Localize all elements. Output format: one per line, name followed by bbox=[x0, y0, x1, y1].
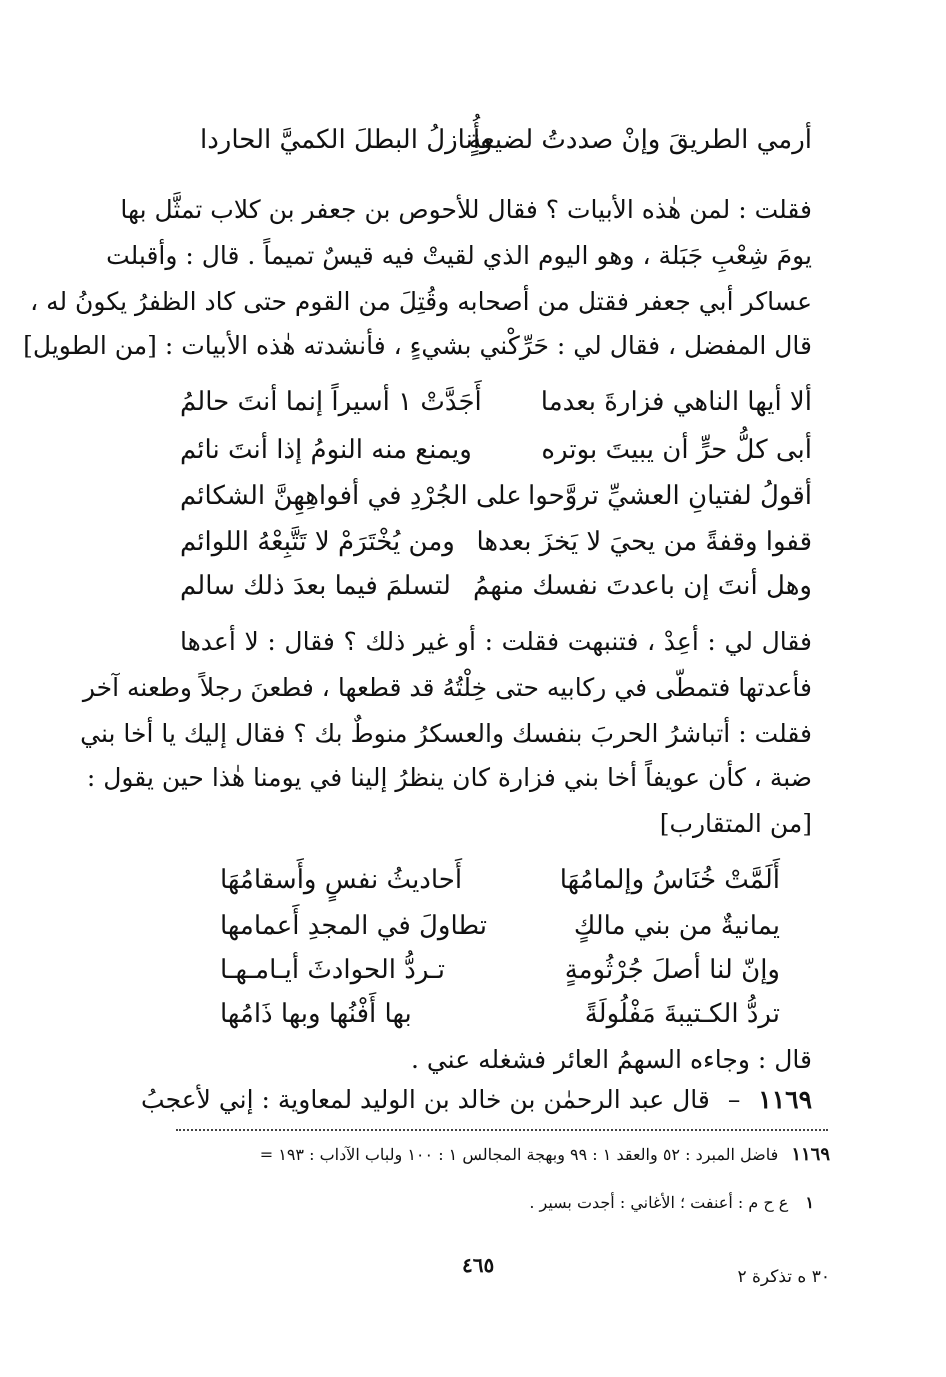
prose-line: يومَ شِعْبِ جَبَلة ، وهو اليوم الذي لقيتْ فيه قيسٌ تميماً . قال : وأقبلت bbox=[106, 241, 812, 270]
hemistich-second: بها أَفْنُها وبها ذَامُها bbox=[220, 999, 412, 1029]
footnote-text: فاضل المبرد : ٥٢ والعقد ١ : ٩٩ وبهجة المجالس ١ : ١٠٠ ولباب الآداب : ١٩٣ = bbox=[259, 1145, 779, 1164]
entry-dash: – bbox=[727, 1085, 741, 1114]
hemistich-first: يمانيةٌ من بني مالكٍ bbox=[573, 911, 780, 941]
hemistich-second: تطاولَ في المجدِ أَعمامها bbox=[220, 911, 487, 941]
meter-label: [من المتقارب] bbox=[659, 809, 812, 838]
hemistich-first: وإنّ لنا أصلَ جُرْثُومةٍ bbox=[564, 955, 780, 985]
hemistich-first: أبى كلُّ حرٍّ أن يبيتَ بوتره bbox=[541, 435, 812, 465]
page-number: ٤٦٥ bbox=[462, 1253, 495, 1277]
hemistich-second: ويمنع منه النومُ إذا أنتَ نائم bbox=[180, 435, 472, 465]
hemistich-first: تردُّ الكـتيبةَ مَفْلُولَةً bbox=[584, 999, 780, 1029]
poem-verse bbox=[180, 522, 812, 572]
footnote-separator bbox=[176, 1129, 828, 1131]
hemistich-first: أرمي الطريقَ وإنْ صددتُ لضيعةٍ bbox=[468, 125, 812, 155]
hemistich-second: لتسلمَ فيما بعدَ ذلك سالم bbox=[180, 571, 451, 601]
prose-line: قال المفضل ، فقال لي : حَرِّكْني بشيءٍ ، فأنشدته هٰذه الأبيات : [من الطويل] bbox=[23, 331, 812, 360]
prose-line: فقال لي : أعِدْ ، فتنبهت فقلت : أو غير ذلك ؟ فقال : لا أعدها bbox=[180, 627, 812, 656]
closing-line: قال : وجاءه السهمُ العائر فشغله عني . bbox=[410, 1045, 812, 1074]
hemistich-second: أَجَدَّتْ ١ أسيراً إنما أنتَ حالمُ bbox=[180, 387, 482, 417]
hemistich-second: على الجُرْدِ في أفواهِهِنَّ الشكائم bbox=[180, 481, 522, 511]
prose-line: فقلت : أتباشرُ الحربَ بنفسك والعسكرُ منوطٌ بك ؟ فقال إليك يا أخا بني bbox=[80, 719, 812, 748]
poem-verse bbox=[180, 382, 812, 432]
poem-verse bbox=[220, 994, 780, 1044]
hemistich-first: قفوا وقفةً من يحيَ لا يَخزَ بعدها bbox=[476, 527, 812, 557]
hemistich-second: تـردُّ الحوادثَ أيـامـهـا bbox=[220, 955, 446, 985]
footnote-source bbox=[180, 1142, 830, 1168]
entry-text: قال عبد الرحمٰن بن خالد بن الوليد لمعاوية : إني لأعجبُ bbox=[141, 1085, 710, 1114]
prose-line: فقلت : لمن هٰذه الأبيات ؟ فقال للأحوص بن جعفر بن كلاب تمثَّل بها bbox=[120, 195, 812, 224]
poem-verse bbox=[180, 476, 812, 526]
hemistich-first: أَلَمَّتْ خُنَاسُ وإلمامُهَا bbox=[559, 865, 780, 895]
hemistich-first: أقولُ لفتيانِ العشيِّ تروَّحوا bbox=[528, 481, 812, 511]
hemistich-second: وأُنازلُ البطلَ الكميَّ الحاردا bbox=[200, 125, 493, 155]
footnote-text: ع ح م : أعنفت ؛ الأغاني : أجدت بسير . bbox=[529, 1193, 789, 1212]
poem-verse bbox=[180, 566, 812, 616]
prose-line: ضبة ، كأن عويفاً أخا بني فزارة كان ينظرُ إلينا في يومنا هٰذا حين يقول : bbox=[86, 763, 812, 792]
entry-number: ١١٦٩ bbox=[758, 1085, 812, 1114]
next-entry bbox=[141, 1080, 812, 1120]
hemistich-second: أَحاديثُ نفسٍ وأَسقامُهَا bbox=[220, 865, 463, 895]
footnote-variant bbox=[164, 1190, 814, 1216]
poem-verse bbox=[220, 860, 780, 910]
footnote-number: ١ bbox=[805, 1193, 814, 1212]
poem-verse bbox=[180, 430, 812, 480]
hemistich-first: ألا أيها الناهي فزارةَ بعدما bbox=[540, 387, 812, 417]
top-verse bbox=[200, 120, 812, 170]
poem-verse bbox=[220, 950, 780, 1000]
hemistich-first: وهل أنتَ إن باعدتَ نفسك منهمُ bbox=[473, 571, 812, 601]
signature-mark: ٣٠ ه تذكرة ٢ bbox=[737, 1267, 830, 1287]
prose-line: عساكر أبي جعفر فقتل من أصحابه وقُتِلَ من القوم حتى كاد الظفرُ يكونُ له ، bbox=[30, 287, 812, 316]
poem-verse bbox=[220, 906, 780, 956]
prose-line: فأعدتها فتمطّى في ركابيه حتى خِلْتُهُ قد قطعها ، فطعنَ رجلاً وطعنه آخر bbox=[82, 673, 812, 702]
hemistich-second: ومن يُخْتَرَمْ لا تَتَّبِعْهُ اللوائم bbox=[180, 527, 455, 557]
footnote-number: ١١٦٩ bbox=[791, 1144, 830, 1165]
